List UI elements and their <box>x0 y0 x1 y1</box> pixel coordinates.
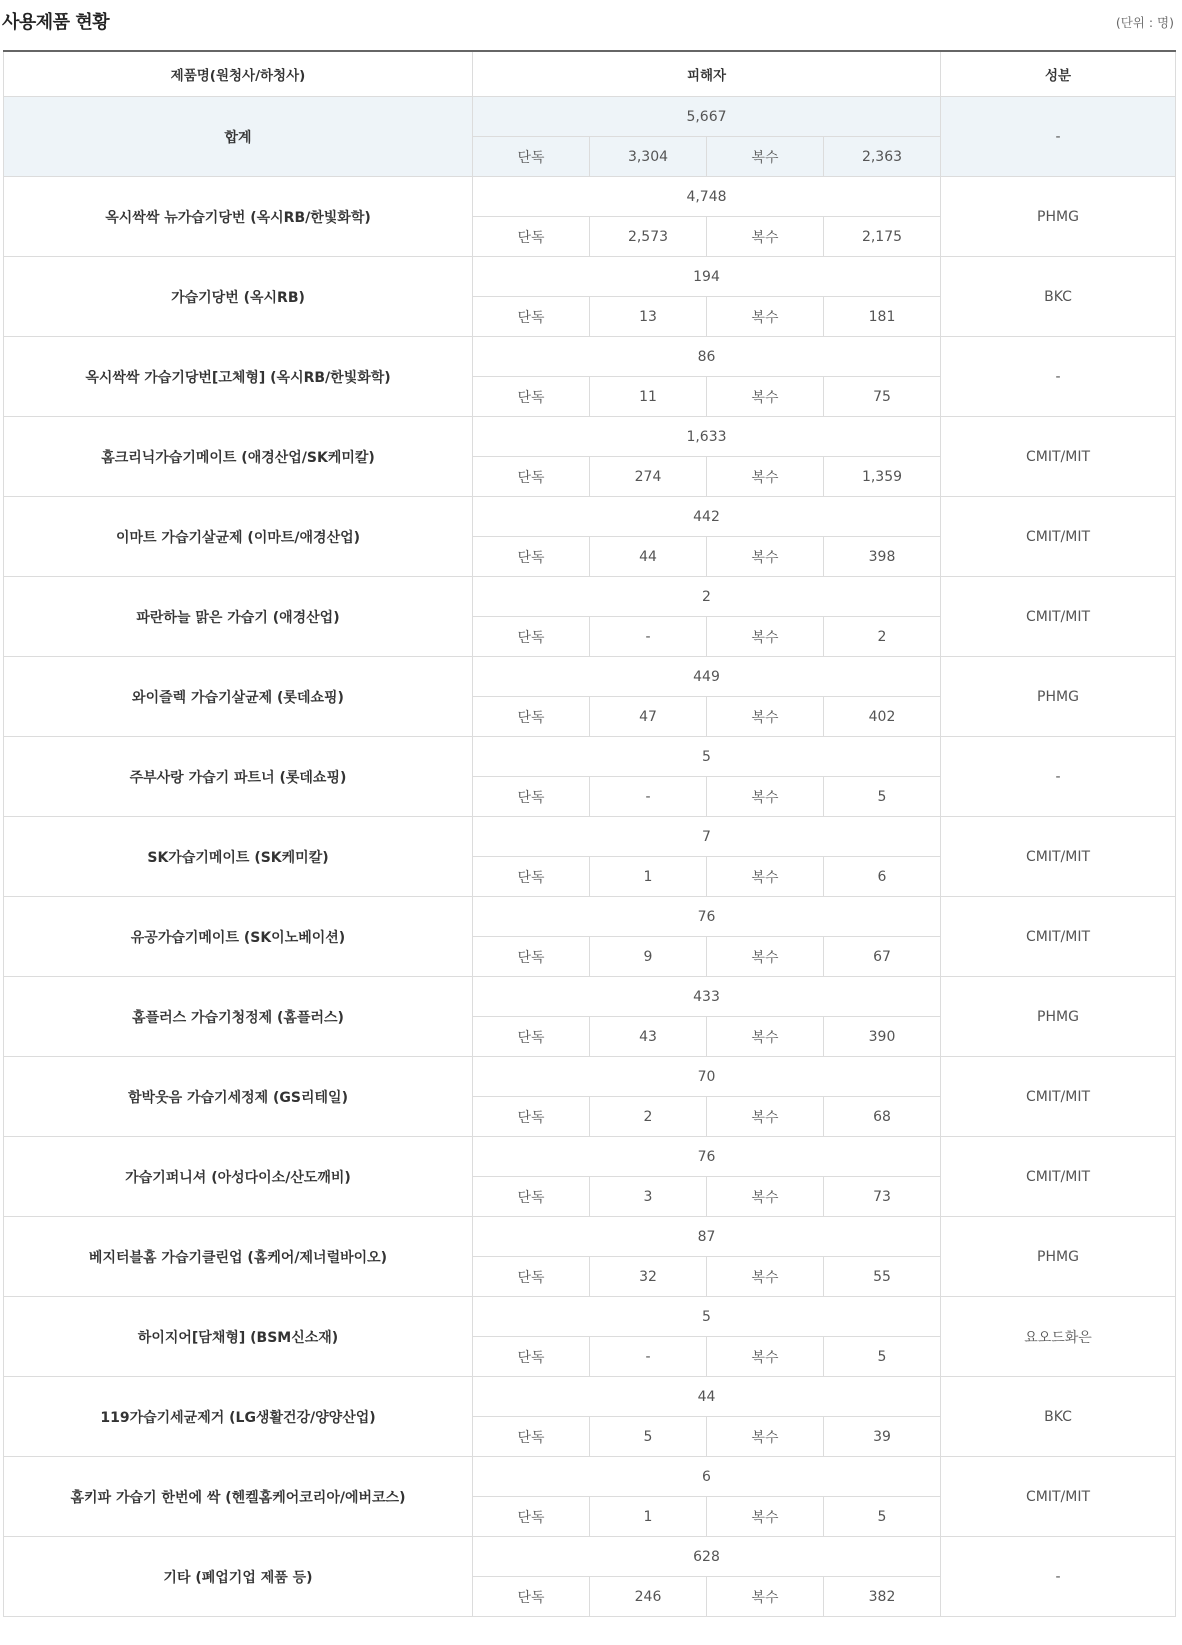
component-value: BKC <box>941 1377 1176 1457</box>
single-label: 단독 <box>473 1097 590 1137</box>
victim-total: 433 <box>473 977 941 1017</box>
multiple-label: 복수 <box>707 1257 824 1297</box>
single-count: 1 <box>590 1497 707 1537</box>
multiple-label: 복수 <box>707 457 824 497</box>
single-count: 13 <box>590 297 707 337</box>
victim-total: 86 <box>473 337 941 377</box>
table-row <box>4 737 1176 777</box>
multiple-count: 39 <box>824 1417 941 1457</box>
product-name: 119가습기세균제거 (LG생활건강/양양산업) <box>4 1377 473 1457</box>
table-row <box>4 977 1176 1017</box>
victim-total: 7 <box>473 817 941 857</box>
multiple-count: 75 <box>824 377 941 417</box>
table-row <box>4 577 1176 617</box>
multiple-label: 복수 <box>707 217 824 257</box>
single-count: 3 <box>590 1177 707 1217</box>
single-count: 3,304 <box>590 137 707 177</box>
single-label: 단독 <box>473 617 590 657</box>
multiple-label: 복수 <box>707 537 824 577</box>
single-label: 단독 <box>473 537 590 577</box>
single-count: 11 <box>590 377 707 417</box>
multiple-label: 복수 <box>707 377 824 417</box>
product-name: 유공가습기메이트 (SK이노베이션) <box>4 897 473 977</box>
component-value: CMIT/MIT <box>941 1137 1176 1217</box>
column-header-victims: 피해자 <box>473 51 941 97</box>
victim-total: 70 <box>473 1057 941 1097</box>
product-name: 옥시싹싹 가습기당번[고체형] (옥시RB/한빛화학) <box>4 337 473 417</box>
sum-label: 합계 <box>4 97 473 177</box>
component-value: CMIT/MIT <box>941 497 1176 577</box>
multiple-count: 5 <box>824 1497 941 1537</box>
multiple-count: 390 <box>824 1017 941 1057</box>
victim-total: 5,667 <box>473 97 941 137</box>
multiple-label: 복수 <box>707 857 824 897</box>
single-label: 단독 <box>473 857 590 897</box>
single-count: 274 <box>590 457 707 497</box>
multiple-count: 5 <box>824 777 941 817</box>
single-label: 단독 <box>473 1337 590 1377</box>
table-row <box>4 337 1176 377</box>
single-count: - <box>590 1337 707 1377</box>
table-row <box>4 657 1176 697</box>
component-value: - <box>941 737 1176 817</box>
multiple-count: 6 <box>824 857 941 897</box>
single-count: - <box>590 777 707 817</box>
single-label: 단독 <box>473 1497 590 1537</box>
single-label: 단독 <box>473 377 590 417</box>
single-count: 2,573 <box>590 217 707 257</box>
product-table <box>3 50 1176 1617</box>
product-name: 하이지어[담채형] (BSM신소재) <box>4 1297 473 1377</box>
multiple-label: 복수 <box>707 697 824 737</box>
table-row <box>4 177 1176 217</box>
multiple-label: 복수 <box>707 297 824 337</box>
multiple-label: 복수 <box>707 1097 824 1137</box>
multiple-label: 복수 <box>707 1497 824 1537</box>
single-count: 5 <box>590 1417 707 1457</box>
victim-total: 449 <box>473 657 941 697</box>
product-name: 가습기퍼니셔 (아성다이소/산도깨비) <box>4 1137 473 1217</box>
table-row <box>4 1537 1176 1577</box>
product-name: 홈플러스 가습기청정제 (홈플러스) <box>4 977 473 1057</box>
single-label: 단독 <box>473 1177 590 1217</box>
multiple-label: 복수 <box>707 1417 824 1457</box>
single-count: 246 <box>590 1577 707 1617</box>
component-value: - <box>941 97 1176 177</box>
single-count: 9 <box>590 937 707 977</box>
victim-total: 442 <box>473 497 941 537</box>
single-label: 단독 <box>473 1257 590 1297</box>
multiple-label: 복수 <box>707 1017 824 1057</box>
component-value: 요오드화은 <box>941 1297 1176 1377</box>
multiple-count: 181 <box>824 297 941 337</box>
victim-total: 628 <box>473 1537 941 1577</box>
single-label: 단독 <box>473 1417 590 1457</box>
column-header-product: 제품명(원청사/하청사) <box>4 51 473 97</box>
table-row <box>4 497 1176 537</box>
product-name: 와이즐렉 가습기살균제 (롯데쇼핑) <box>4 657 473 737</box>
table-row <box>4 257 1176 297</box>
victim-total: 76 <box>473 897 941 937</box>
multiple-count: 2,363 <box>824 137 941 177</box>
multiple-count: 398 <box>824 537 941 577</box>
table-header-row <box>4 51 1176 97</box>
product-name: 홈키파 가습기 한번에 싹 (헨켈홈케어코리아/에버코스) <box>4 1457 473 1537</box>
table-row <box>4 417 1176 457</box>
multiple-count: 5 <box>824 1337 941 1377</box>
product-name: 파란하늘 맑은 가습기 (애경산업) <box>4 577 473 657</box>
multiple-label: 복수 <box>707 1177 824 1217</box>
component-value: CMIT/MIT <box>941 897 1176 977</box>
single-label: 단독 <box>473 937 590 977</box>
multiple-count: 73 <box>824 1177 941 1217</box>
single-label: 단독 <box>473 217 590 257</box>
component-value: CMIT/MIT <box>941 817 1176 897</box>
product-name: 베지터블홈 가습기클린업 (홈케어/제너럴바이오) <box>4 1217 473 1297</box>
victim-total: 87 <box>473 1217 941 1257</box>
product-name: 홈크리닉가습기메이트 (애경산업/SK케미칼) <box>4 417 473 497</box>
victim-total: 2 <box>473 577 941 617</box>
component-value: PHMG <box>941 657 1176 737</box>
victim-total: 194 <box>473 257 941 297</box>
multiple-count: 2 <box>824 617 941 657</box>
single-count: 47 <box>590 697 707 737</box>
component-value: PHMG <box>941 1217 1176 1297</box>
component-value: CMIT/MIT <box>941 577 1176 657</box>
single-count: 2 <box>590 1097 707 1137</box>
table-body <box>4 97 1176 1617</box>
single-count: 44 <box>590 537 707 577</box>
component-value: - <box>941 337 1176 417</box>
component-value: PHMG <box>941 977 1176 1057</box>
component-value: PHMG <box>941 177 1176 257</box>
victim-total: 4,748 <box>473 177 941 217</box>
multiple-label: 복수 <box>707 937 824 977</box>
victim-total: 5 <box>473 737 941 777</box>
multiple-count: 68 <box>824 1097 941 1137</box>
table-row <box>4 1137 1176 1177</box>
single-count: - <box>590 617 707 657</box>
multiple-count: 2,175 <box>824 217 941 257</box>
victim-total: 1,633 <box>473 417 941 457</box>
sum-row-total <box>4 97 1176 137</box>
table-row <box>4 1217 1176 1257</box>
table-row <box>4 817 1176 857</box>
multiple-label: 복수 <box>707 1577 824 1617</box>
victim-total: 44 <box>473 1377 941 1417</box>
table-row <box>4 1457 1176 1497</box>
product-name: 옥시싹싹 뉴가습기당번 (옥시RB/한빛화학) <box>4 177 473 257</box>
page-title: 사용제품 현황 <box>2 12 110 33</box>
single-label: 단독 <box>473 777 590 817</box>
product-name: 가습기당번 (옥시RB) <box>4 257 473 337</box>
single-label: 단독 <box>473 1577 590 1617</box>
single-label: 단독 <box>473 457 590 497</box>
single-count: 1 <box>590 857 707 897</box>
product-name: SK가습기메이트 (SK케미칼) <box>4 817 473 897</box>
component-value: CMIT/MIT <box>941 1057 1176 1137</box>
unit-note: (단위 : 명) <box>1115 15 1174 30</box>
component-value: - <box>941 1537 1176 1617</box>
multiple-label: 복수 <box>707 777 824 817</box>
single-count: 43 <box>590 1017 707 1057</box>
product-name: 기타 (폐업기업 제품 등) <box>4 1537 473 1617</box>
single-label: 단독 <box>473 137 590 177</box>
single-label: 단독 <box>473 297 590 337</box>
component-value: BKC <box>941 257 1176 337</box>
single-count: 32 <box>590 1257 707 1297</box>
victim-total: 6 <box>473 1457 941 1497</box>
component-value: CMIT/MIT <box>941 417 1176 497</box>
single-label: 단독 <box>473 697 590 737</box>
component-value: CMIT/MIT <box>941 1457 1176 1537</box>
victim-total: 76 <box>473 1137 941 1177</box>
multiple-label: 복수 <box>707 617 824 657</box>
multiple-count: 55 <box>824 1257 941 1297</box>
table-row <box>4 897 1176 937</box>
multiple-label: 복수 <box>707 137 824 177</box>
product-name: 함박웃음 가습기세정제 (GS리테일) <box>4 1057 473 1137</box>
victim-total: 5 <box>473 1297 941 1337</box>
table-row <box>4 1377 1176 1417</box>
product-name: 주부사랑 가습기 파트너 (롯데쇼핑) <box>4 737 473 817</box>
multiple-label: 복수 <box>707 1337 824 1377</box>
multiple-count: 402 <box>824 697 941 737</box>
multiple-count: 382 <box>824 1577 941 1617</box>
table-row <box>4 1057 1176 1097</box>
table-row <box>4 1297 1176 1337</box>
multiple-count: 1,359 <box>824 457 941 497</box>
product-name: 이마트 가습기살균제 (이마트/애경산업) <box>4 497 473 577</box>
multiple-count: 67 <box>824 937 941 977</box>
single-label: 단독 <box>473 1017 590 1057</box>
column-header-component: 성분 <box>941 51 1176 97</box>
